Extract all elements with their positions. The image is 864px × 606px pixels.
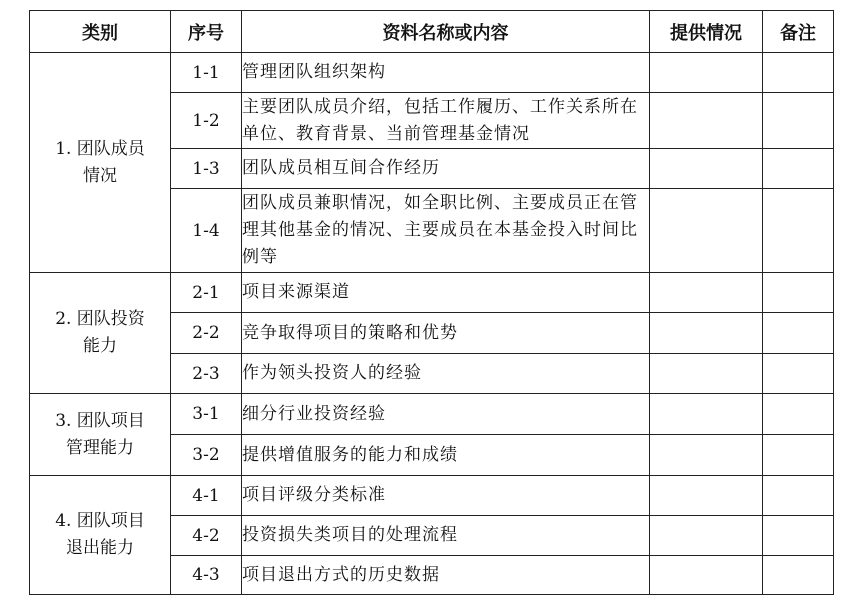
content-cell: 团队成员相互间合作经历 (242, 149, 650, 189)
provided-cell (650, 149, 763, 189)
seq-cell: 1-2 (171, 93, 242, 149)
category-label: 管理能力 (66, 437, 134, 458)
provided-cell (650, 516, 763, 556)
content-cell: 项目评级分类标准 (242, 476, 650, 516)
seq-cell: 2-2 (171, 313, 242, 354)
seq-cell: 4-3 (171, 556, 242, 595)
header-row (30, 11, 834, 53)
content-cell: 作为领头投资人的经验 (242, 354, 650, 394)
provided-cell (650, 189, 763, 273)
header-provided: 提供情况 (650, 11, 763, 53)
note-cell (763, 149, 834, 189)
category-cell (30, 53, 171, 273)
seq-cell: 4-2 (171, 516, 242, 556)
note-cell (763, 93, 834, 149)
seq-cell: 2-1 (171, 273, 242, 313)
content-cell: 提供增值服务的能力和成绩 (242, 435, 650, 476)
table-row (30, 53, 834, 93)
content-cell: 主要团队成员介绍，包括工作履历、工作关系所在单位、教育背景、当前管理基金情况 (242, 93, 650, 149)
provided-cell (650, 435, 763, 476)
provided-cell (650, 273, 763, 313)
seq-cell: 3-2 (171, 435, 242, 476)
category-cell (30, 273, 171, 394)
header-content: 资料名称或内容 (242, 11, 650, 53)
provided-cell (650, 313, 763, 354)
note-cell (763, 354, 834, 394)
note-cell (763, 556, 834, 595)
category-label: 4. 团队项目 (55, 511, 145, 531)
provided-cell (650, 476, 763, 516)
seq-cell: 3-1 (171, 394, 242, 435)
provided-cell (650, 394, 763, 435)
note-cell (763, 189, 834, 273)
category-cell (30, 476, 171, 595)
seq-cell: 4-1 (171, 476, 242, 516)
provided-cell (650, 53, 763, 93)
note-cell (763, 394, 834, 435)
note-cell (763, 476, 834, 516)
content-cell: 项目退出方式的历史数据 (242, 556, 650, 595)
category-label: 3. 团队项目 (55, 410, 145, 431)
provided-cell (650, 354, 763, 394)
note-cell (763, 516, 834, 556)
content-cell: 管理团队组织架构 (242, 53, 650, 93)
table-row (30, 476, 834, 516)
seq-cell: 2-3 (171, 354, 242, 394)
provided-cell (650, 556, 763, 595)
category-cell (30, 394, 171, 476)
content-cell: 细分行业投资经验 (242, 394, 650, 435)
content-cell: 团队成员兼职情况，如全职比例、主要成员正在管理其他基金的情况、主要成员在本基金投入时间比例等 (242, 189, 650, 273)
table-row (30, 273, 834, 313)
header-note: 备注 (763, 11, 834, 53)
note-cell (763, 53, 834, 93)
table-row (30, 394, 834, 435)
category-label: 退出能力 (66, 538, 134, 558)
content-cell: 竞争取得项目的策略和优势 (242, 313, 650, 354)
note-cell (763, 313, 834, 354)
materials-table (29, 10, 834, 595)
header-seq: 序号 (171, 11, 242, 53)
provided-cell (650, 93, 763, 149)
category-label: 情况 (83, 165, 117, 186)
header-category: 类别 (30, 11, 171, 53)
content-cell: 投资损失类项目的处理流程 (242, 516, 650, 556)
note-cell (763, 435, 834, 476)
category-label: 能力 (83, 336, 117, 356)
seq-cell: 1-3 (171, 149, 242, 189)
note-cell (763, 273, 834, 313)
category-label: 1. 团队成员 (55, 138, 145, 159)
category-label: 2. 团队投资 (55, 309, 145, 329)
seq-cell: 1-1 (171, 53, 242, 93)
seq-cell: 1-4 (171, 189, 242, 273)
content-cell: 项目来源渠道 (242, 273, 650, 313)
